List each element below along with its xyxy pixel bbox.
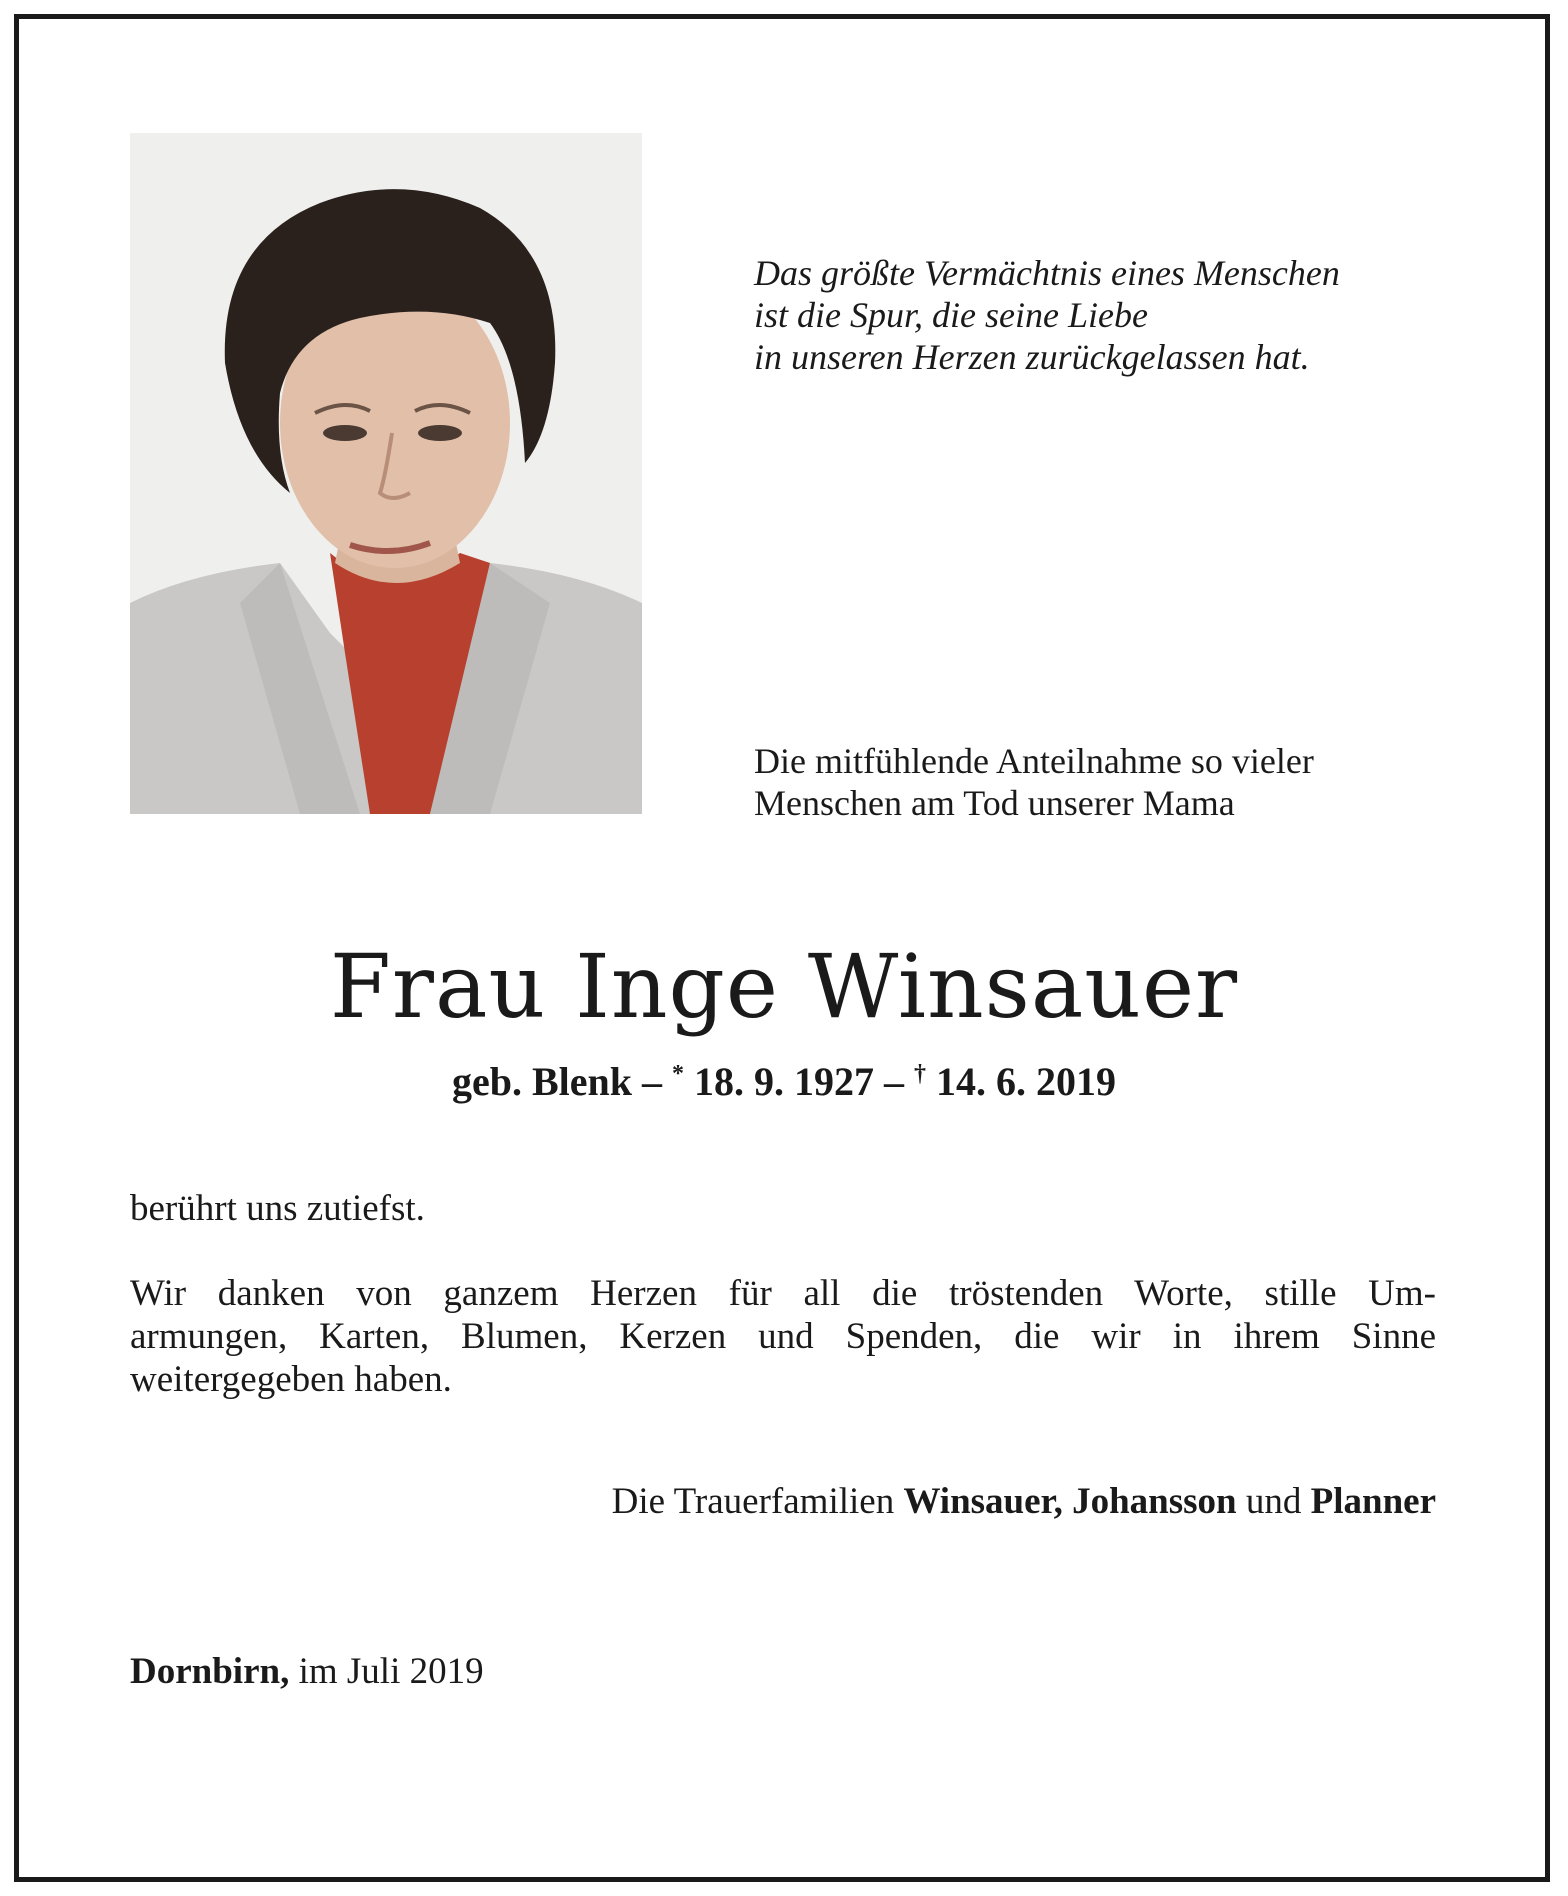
- family-names: Winsauer, Johansson: [903, 1481, 1237, 1522]
- life-dates: [0, 1050, 1568, 1106]
- dash-separator: –: [632, 1059, 673, 1104]
- family-signature: [130, 1480, 1436, 1524]
- quote-line: in unseren Herzen zurückgelassen hat.: [754, 337, 1310, 377]
- death-symbol: †: [914, 1061, 927, 1087]
- quote-line: Das größte Vermächtnis eines Menschen: [754, 253, 1340, 293]
- thanks-paragraph: [130, 1272, 1436, 1401]
- birth-symbol: *: [672, 1061, 685, 1087]
- paragraph-line: armungen, Karten, Blumen, Kerzen und Spenden, die wir in ihrem Sinne: [130, 1316, 1436, 1357]
- place-date: [130, 1650, 930, 1694]
- date-text: im Juli 2019: [289, 1651, 484, 1692]
- family-name: Planner: [1310, 1481, 1436, 1522]
- intro-text: [754, 740, 1474, 824]
- deceased-name: Frau Inge Winsauer: [329, 935, 1239, 1038]
- birth-date: 18. 9. 1927: [684, 1059, 875, 1104]
- intro-line: Die mitfühlende Anteilnahme so vieler: [754, 741, 1314, 781]
- place-name: Dornbirn,: [130, 1651, 290, 1692]
- paragraph-line: Wir danken von ganzem Herzen für all die tröstenden Worte, stille Um-: [130, 1273, 1436, 1314]
- paragraph-line: weitergegeben haben.: [130, 1359, 452, 1400]
- birth-name: geb. Blenk: [451, 1059, 633, 1104]
- signature-connector: und: [1236, 1481, 1311, 1522]
- portrait-photo: [130, 133, 642, 814]
- intro-line: Menschen am Tod unserer Mama: [754, 783, 1235, 823]
- dash-separator: –: [874, 1059, 915, 1104]
- death-date: 14. 6. 2019: [926, 1059, 1117, 1104]
- thanks-lead-paragraph: berührt uns zutiefst.: [130, 1188, 425, 1229]
- signature-prefix: Die Trauerfamilien: [611, 1481, 904, 1522]
- memorial-quote: [754, 252, 1474, 378]
- quote-line: ist die Spur, die seine Liebe: [754, 295, 1148, 335]
